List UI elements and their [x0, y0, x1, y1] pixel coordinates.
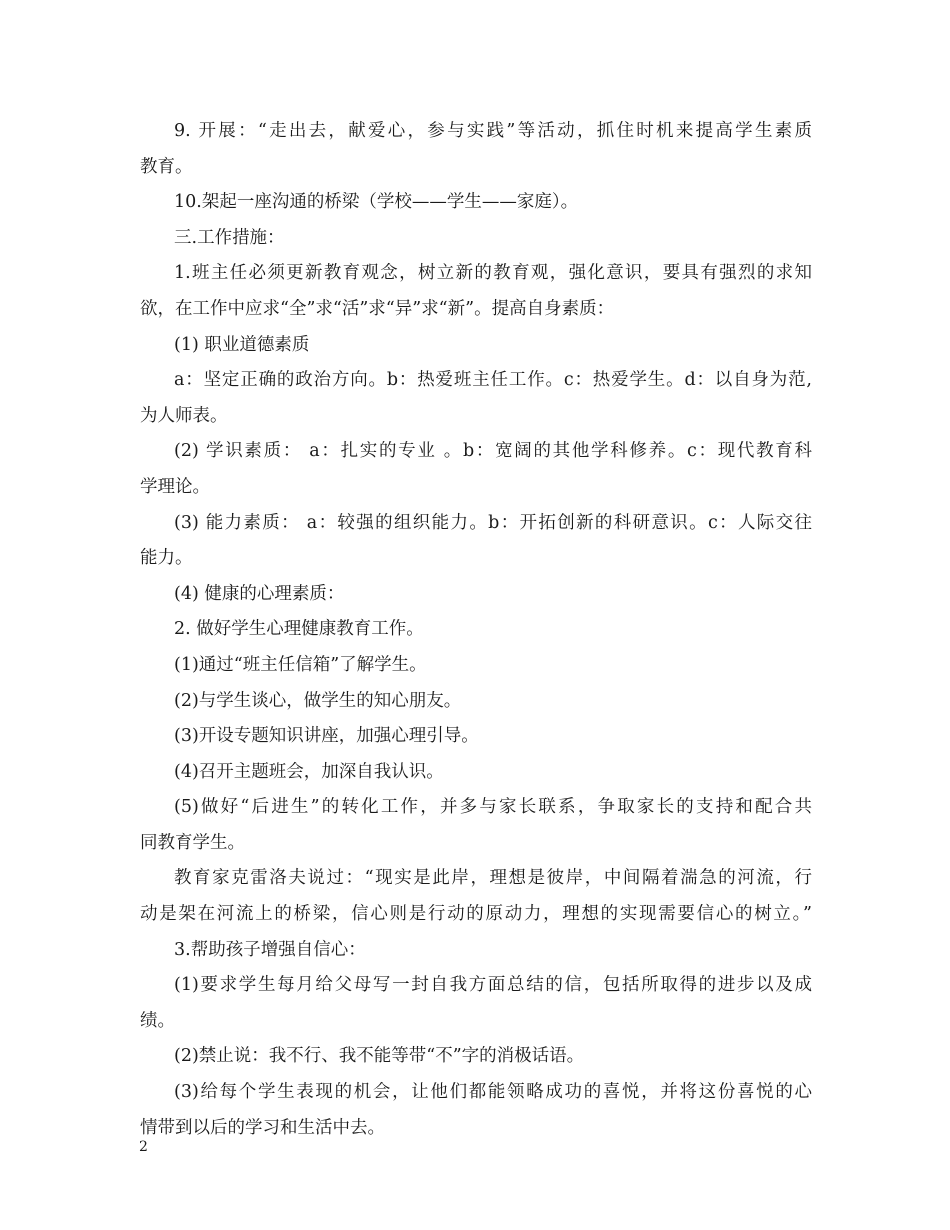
text-line: 教育。 — [140, 156, 193, 177]
body-text — [140, 114, 812, 1146]
text-line: 三.工作措施： — [174, 227, 285, 248]
text-line: 10.架起一座沟通的桥梁（学校——学生——家庭）。 — [174, 192, 579, 213]
text-line: (1)通过“班主任信箱”了解学生。 — [174, 654, 427, 675]
text-line: 为人师表。 — [140, 405, 228, 426]
text-line: (3)给每个学生表现的机会，让他们都能领略成功的喜悦，并将这份喜悦的心 — [174, 1082, 812, 1103]
text-line: 学理论。 — [140, 476, 210, 497]
text-line: (1) 职业道德素质 — [174, 334, 310, 355]
text-line: (5)做好“后进生”的转化工作，并多与家长联系，争取家长的支持和配合共 — [174, 797, 812, 818]
text-line: (4)召开主题班会，加深自我认识。 — [174, 761, 444, 782]
text-line: 9. 开展：“走出去，献爱心，参与实践”等活动，抓住时机来提高学生素质 — [174, 121, 812, 141]
text-line: 欲，在工作中应求“全”求“活”求“异”求“新”。提高自身素质： — [140, 298, 615, 319]
text-line: 动是架在河流上的桥梁，信心则是行动的原动力，理想的实现需要信心的树立。” — [140, 904, 812, 925]
text-line: 3.帮助孩子增强自信心： — [174, 939, 366, 960]
text-line: 绩。 — [140, 1010, 175, 1031]
text-line: (2)与学生谈心，做学生的知心朋友。 — [174, 690, 462, 711]
text-line: 能力。 — [140, 548, 193, 569]
text-line: (2) 学识素质： a：扎实的专业 。b：宽阔的其他学科修养。c：现代教育科 — [174, 441, 812, 462]
text-line: (2)禁止说：我不行、我不能等带“不”字的消极话语。 — [174, 1046, 585, 1067]
text-line: (1)要求学生每月给父母写一封自我方面总结的信，包括所取得的进步以及成 — [174, 975, 812, 996]
text-line: (3) 能力素质： a：较强的组织能力。b：开拓创新的科研意识。c：人际交往 — [174, 512, 812, 533]
text-line: a：坚定正确的政治方向。b：热爱班主任工作。c：热爱学生。d：以自身为范, — [174, 370, 812, 391]
text-line: 情带到以后的学习和生活中去。 — [140, 1117, 385, 1138]
text-line: 教育家克雷洛夫说过：“现实是此岸，理想是彼岸，中间隔着湍急的河流，行 — [174, 868, 812, 889]
page-number: 2 — [139, 1139, 148, 1155]
text-line: (4) 健康的心理素质： — [174, 583, 345, 604]
text-line: 同教育学生。 — [140, 832, 245, 853]
text-line: 1.班主任必须更新教育观念，树立新的教育观，强化意识，要具有强烈的求知 — [174, 263, 812, 284]
text-line: (3)开设专题知识讲座，加强心理引导。 — [174, 726, 479, 747]
text-line: 2. 做好学生心理健康教育工作。 — [174, 619, 424, 640]
